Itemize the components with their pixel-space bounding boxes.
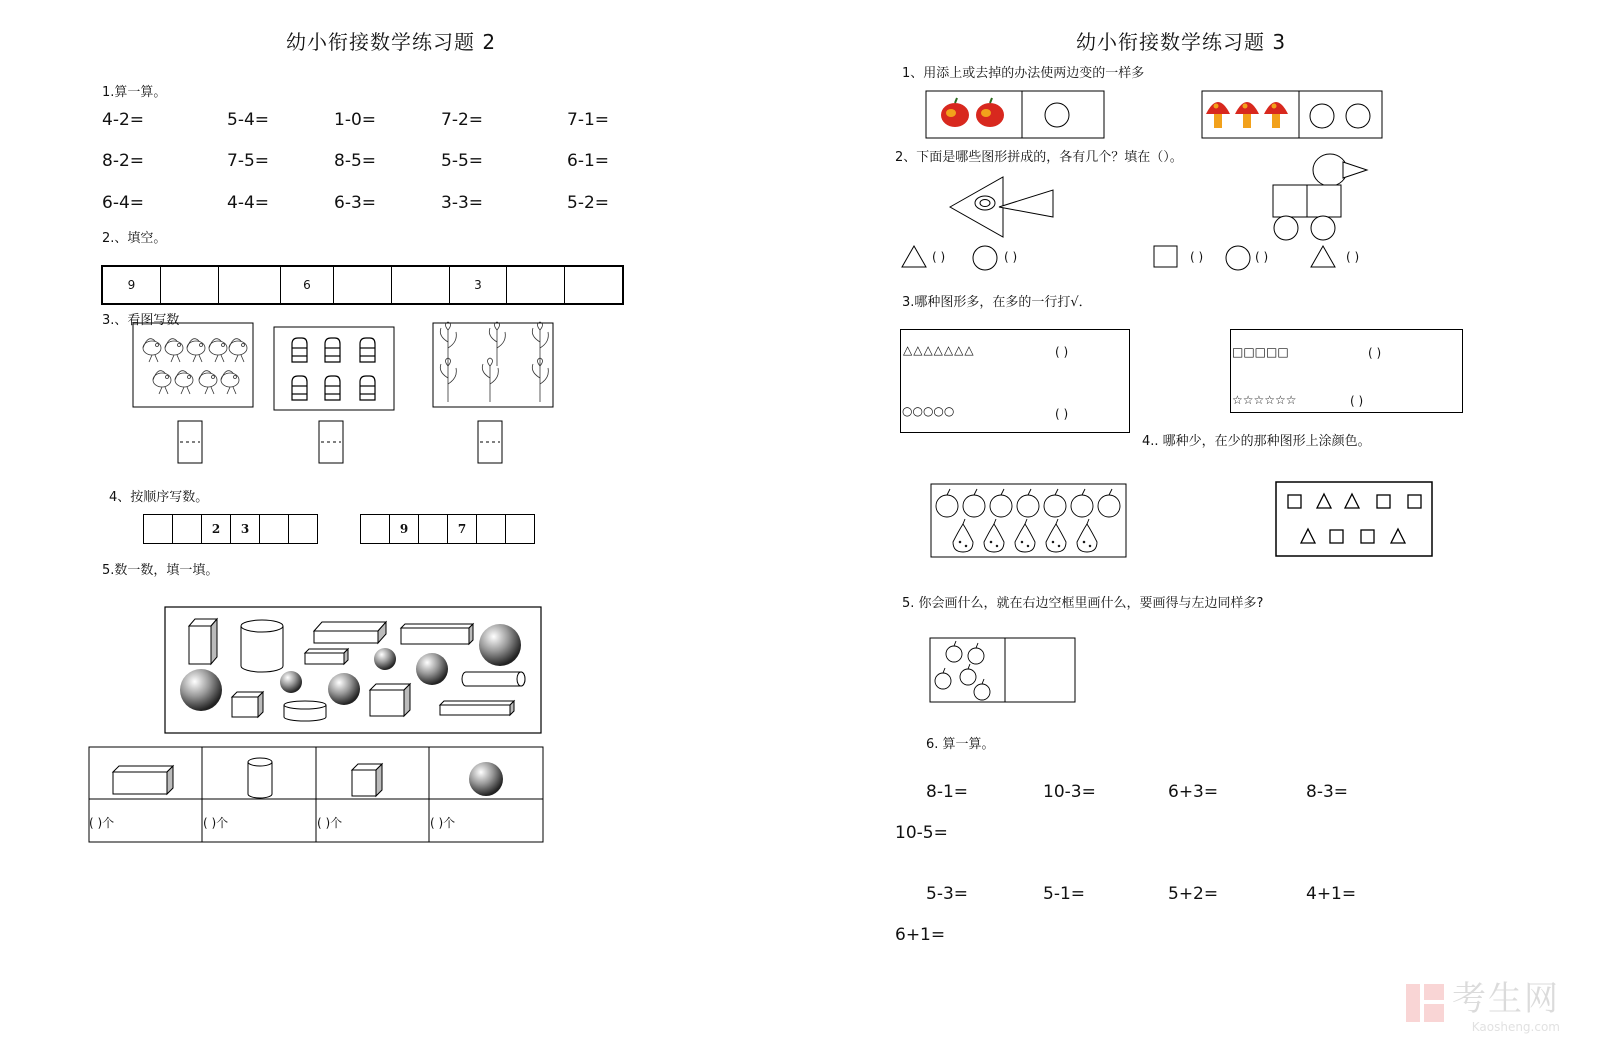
sequence-cell[interactable]: 3 [231, 515, 260, 543]
sequence-cell[interactable]: 9 [390, 515, 419, 543]
draw-same-amount-box [928, 636, 1080, 706]
equation: 5-5= [441, 151, 484, 171]
eq-r2-4: 4+1= [1306, 884, 1357, 904]
watermark [1404, 971, 1560, 1034]
sequence-row-b [360, 514, 535, 544]
eq-r1-2: 10-3= [1043, 782, 1096, 802]
sequence-row-a [143, 514, 318, 544]
number-cell[interactable] [219, 267, 281, 303]
eq-r1-3: 6+3= [1168, 782, 1219, 802]
equation: 3-3= [441, 193, 484, 213]
blank-triangle-car: ( ) [1346, 250, 1360, 264]
blank-circle-fish: ( ) [1004, 250, 1018, 264]
picture-count-area [130, 320, 560, 470]
equalize-boxes [920, 86, 1390, 142]
bird-picture-box [133, 323, 253, 407]
eq-r1-5: 10-5= [895, 823, 948, 843]
number-cell[interactable] [161, 267, 219, 303]
sequence-cell[interactable] [477, 515, 506, 543]
equation: 1-0= [334, 110, 377, 130]
count-label-cube: ( )个 [317, 816, 343, 830]
sequence-cell[interactable] [361, 515, 390, 543]
watermark-text: 考生网 [1452, 979, 1560, 1019]
blank-triangle-fish: ( ) [932, 250, 946, 264]
left-q2-heading: 2.、填空。 [102, 231, 167, 246]
number-cell[interactable]: 3 [450, 267, 507, 303]
equation: 4-2= [102, 110, 145, 130]
equation: 6-4= [102, 193, 145, 213]
number-cell[interactable]: 9 [103, 267, 161, 303]
mushroom-icon [1206, 102, 1288, 128]
star-row-blank: ( ) [1350, 394, 1364, 408]
sequence-cell[interactable] [419, 515, 448, 543]
shape-composition-figures [895, 150, 1385, 276]
eq-r1-1: 8-1= [926, 782, 969, 802]
number-fill-row [101, 265, 624, 305]
sequence-cell[interactable]: 2 [202, 515, 231, 543]
sequence-cell[interactable] [144, 515, 173, 543]
blank-square-car: ( ) [1190, 250, 1204, 264]
number-cell[interactable]: 6 [281, 267, 334, 303]
watermark-logo-icon [1404, 982, 1446, 1024]
sequence-cell[interactable] [173, 515, 202, 543]
circle-row-blank: ( ) [1055, 407, 1069, 421]
sequence-cell[interactable] [289, 515, 317, 543]
right-q2-heading: 2、下面是哪些图形拼成的，各有几个？填在（）。 [895, 150, 1183, 165]
equation: 8-2= [102, 151, 145, 171]
eq-r2-1: 5-3= [926, 884, 969, 904]
blank-circle-car: ( ) [1255, 250, 1269, 264]
equation: 6-3= [334, 193, 377, 213]
equation: 7-2= [441, 110, 484, 130]
equation: 4-4= [227, 193, 270, 213]
equation: 7-1= [567, 110, 610, 130]
square-row: □□□□□ [1232, 345, 1289, 359]
plant-picture-box [433, 323, 553, 407]
left-q3-heading: 3.、看图写数 [102, 313, 180, 328]
sequence-cell[interactable] [506, 515, 534, 543]
eq-r2-5: 6+1= [895, 925, 946, 945]
right-q4-heading: 4.. 哪种少，在少的那种图形上涂颜色。 [1142, 434, 1371, 449]
eq-r1-4: 8-3= [1306, 782, 1349, 802]
sequence-cell[interactable]: 7 [448, 515, 477, 543]
left-q1-heading: 1.算一算。 [102, 85, 167, 100]
right-q5-heading: 5. 你会画什么，就在右边空框里画什么，要画得与左边同样多? [902, 596, 1264, 611]
count-label-cuboid: ( )个 [89, 816, 115, 830]
square-row-blank: ( ) [1368, 346, 1382, 360]
triangle-row-blank: ( ) [1055, 345, 1069, 359]
left-q5-heading: 5.数一数，填一填。 [102, 563, 219, 578]
solids-picture [86, 604, 548, 848]
right-title: 幼小衔接数学练习题 3 [1076, 30, 1287, 54]
equation: 6-1= [567, 151, 610, 171]
star-row: ☆☆☆☆☆☆ [1232, 393, 1297, 407]
circle-row: ○○○○○ [902, 404, 955, 418]
triangle-row: △△△△△△△ [903, 343, 975, 357]
equation: 5-4= [227, 110, 270, 130]
sequence-cell[interactable] [260, 515, 289, 543]
number-cell[interactable] [334, 267, 392, 303]
count-label-cylinder: ( )个 [203, 816, 229, 830]
right-q6-heading: 6. 算一算。 [926, 737, 995, 752]
left-title: 幼小衔接数学练习题 2 [286, 30, 497, 54]
left-q4-heading: 4、按顺序写数。 [109, 490, 209, 505]
equation: 7-5= [227, 151, 270, 171]
count-label-sphere: ( )个 [430, 816, 456, 830]
equation: 5-2= [567, 193, 610, 213]
watermark-url: Kaosheng.com [1471, 1020, 1560, 1034]
equation: 8-5= [334, 151, 377, 171]
right-q1-heading: 1、用添上或去掉的办法使两边变的一样多 [902, 66, 1145, 81]
right-q3-heading: 3.哪种图形多，在多的一行打√． [902, 295, 1092, 310]
fewer-shapes-figures [928, 480, 1438, 562]
number-cell[interactable] [392, 267, 450, 303]
number-cell[interactable] [565, 267, 622, 303]
eq-r2-3: 5+2= [1168, 884, 1219, 904]
eq-r2-2: 5-1= [1043, 884, 1086, 904]
number-cell[interactable] [507, 267, 565, 303]
